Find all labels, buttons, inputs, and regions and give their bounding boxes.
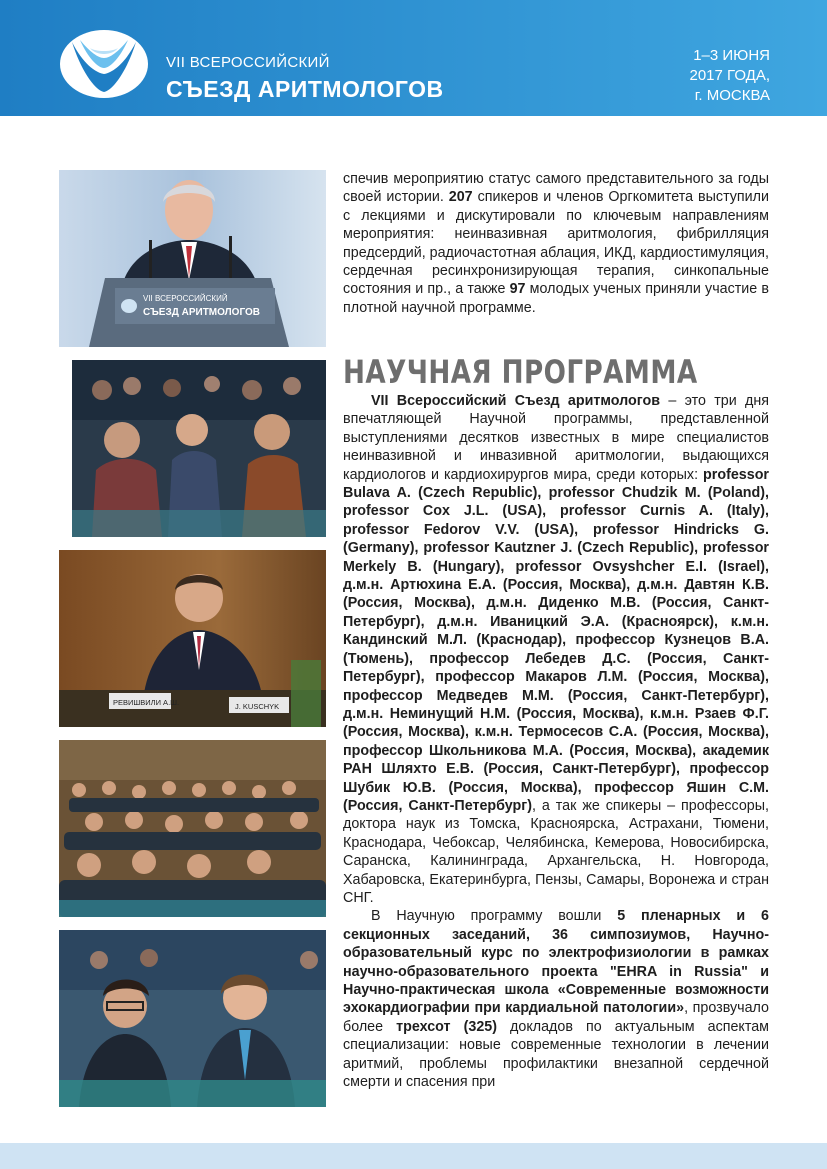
congress-logo: [58, 28, 150, 100]
date-line-3: г. МОСКВА: [694, 87, 770, 104]
photo-attendees: [59, 930, 326, 1107]
program-text: [343, 392, 769, 1091]
program-reports-lead: , прозвучало более: [343, 1000, 769, 1035]
photo-audience-2: [59, 740, 326, 917]
header-banner: [0, 0, 827, 116]
intro-text-b: спикеров и членов Оргкомитета выступили с лекциями и дискутировали по ключевым направлениям мероприятия: неинвазивная аритмология, фибрилляция предсердий, радиочастотная аблация, ИКД, кардиостимуляция, сердечная ресинхронизирующая терапия, синкопальные состояния и пр., а также: [343, 189, 769, 298]
reports-count: трехсот (325): [396, 1018, 497, 1035]
photo-audience-1: [72, 360, 326, 537]
header-date: [690, 46, 771, 106]
podium-sign-line-1: VII ВСЕРОССИЙСКИЙ: [143, 294, 228, 303]
intro-text-a: спечив мероприятию статус самого представительного за годы своей истории.: [343, 171, 769, 206]
nameplate-right: J. KUSCHYK: [235, 702, 280, 711]
section-heading: НАУЧНАЯ ПРОГРАММА: [343, 353, 698, 391]
congress-name: VII Всероссийский Съезд аритмологов: [371, 393, 661, 409]
photo-panel-speaker: [59, 550, 326, 727]
intro-speakers-count: 207: [448, 189, 473, 206]
intro-young-scientists-count: 97: [509, 281, 526, 298]
program-paragraph-2: [343, 907, 769, 1091]
program-topics-text: докладов по актуальным аспектам специализации: новые современные технологии в лечении аритмий, проблемы профилактики внезапной сердечной смерти и спасения при: [343, 1018, 769, 1091]
program-paragraph-1: [343, 392, 769, 907]
podium-sign-line-2: СЪЕЗД АРИТМОЛОГОВ: [143, 307, 261, 318]
intro-text-c: молодых ученых приняли участие в плотной научной программе.: [343, 281, 769, 316]
nameplate-left: РЕВИШВИЛИ А.Ш.: [113, 698, 180, 707]
cities-text: , а так же спикеры – профессоры, доктора наук из Томска, Красноярска, Астрахани, Тюмени, Краснодара, Чебоксар, Челябинска, Кемерова, Новосибирска, Саранска, Калининграда, Архангельска, Н. Новгорода, Хабаровска, Екатеринбурга, Пензы, Самары, Воронежа и стран СНГ.: [343, 797, 770, 906]
speakers-list: professor Bulava A. (Czech Republic), professor Chudzik M. (Poland), professor Cox J.L. (USA), professor Curnis A. (Italy), professor Fedorov V.V. (USA), professor Hindricks G. (Germany), professor Kautzner J. (Czech Republic), professor Merkely B. (Hungary), professor Ovsyshcher E.I. (Israel), д.м.н. Артюхина Е.А. (Россия, Москва), д.м.н. Давтян К.В. (Россия, Москва), д.м.н. Диденко М.В. (Россия, Санкт-Петербург), д.м.н. Иваницкий Э.А. (Красноярск), к.м.н. Кандинский М.Л. (Краснодар), профессор Кузнецов В.А. (Тюмень), профессор Лебедев Д.С. (Россия, Санкт-Петербург), профессор Макаров Л.М. (Россия, Москва), профессор Медведев М.М. (Россия, Санкт-Петербург), д.м.н. Неминущий Н.М. (Россия, Москва), к.м.н. Рзаев Ф.Г. (Россия, Москва), к.м.н. Термосесов С.А. (Россия, Москва), профессор Школьникова М.А. (Россия, Москва), академик РАН Шляхто Е.В. (Россия, Санкт-Петербург), профессор Шубик Ю.В. (Россия, Москва), профессор Яшин С.М. (Россия, Санкт-Петербург): [343, 466, 769, 814]
program-sessions: 5 пленарных и 6 секционных заседаний, 36 симпозиумов, Научно-образовательный курс по электрофизиологии в рамках научно-образовательного проекта "EHRA in Russia" и Научно-практическая школа «Современные возможности эхокардиографии при кардиальной патологии»: [343, 908, 769, 1017]
header-edition: VII ВСЕРОССИЙСКИЙ: [166, 54, 330, 71]
program-intro-text: – это три дня впечатляющей Научной программы, представленной выступлениями десятков известных в мире специалистов неинвазивной и инвазивной аритмологии, выдающихся кардиологов и кардиохирургов мира, среди которых:: [343, 393, 769, 483]
footer-strip: [0, 1143, 827, 1169]
header-title: СЪЕЗД АРИТМОЛОГОВ: [166, 76, 444, 102]
date-line-2: 2017 ГОДА,: [689, 67, 770, 84]
date-line-1: 1–3 ИЮНЯ: [693, 47, 770, 64]
photo-speaker-podium: [59, 170, 326, 347]
program-sessions-lead: В Научную программу вошли: [371, 908, 618, 925]
intro-text: [343, 170, 769, 317]
intro-paragraph: [343, 170, 769, 317]
